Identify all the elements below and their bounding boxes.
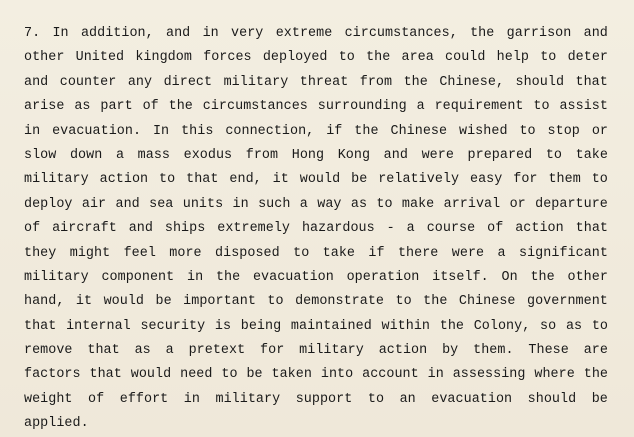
word: departure xyxy=(535,196,608,212)
word: action xyxy=(515,221,564,237)
text-line xyxy=(24,22,608,46)
word: exodus xyxy=(183,147,233,163)
text-line xyxy=(24,95,608,119)
word: them. xyxy=(473,343,514,359)
word: deployed xyxy=(262,50,328,66)
word: more xyxy=(169,245,202,261)
word: in xyxy=(187,269,204,285)
word: direct xyxy=(163,74,213,90)
word: the xyxy=(423,294,448,310)
word: any xyxy=(127,74,153,90)
word: operation xyxy=(346,269,420,285)
word: should xyxy=(527,391,577,407)
word: connection, xyxy=(225,123,315,139)
word: maintained xyxy=(290,318,372,334)
word: kingdom xyxy=(135,50,192,66)
word: - xyxy=(386,221,395,237)
text-line xyxy=(24,412,608,436)
word: in xyxy=(24,123,41,139)
word: for xyxy=(513,172,538,188)
word: of xyxy=(24,221,41,237)
word: it xyxy=(75,294,93,310)
word: from xyxy=(245,147,279,163)
text-line xyxy=(24,144,608,168)
word: military xyxy=(24,269,89,285)
word: Chinese, xyxy=(439,74,505,90)
word: and xyxy=(383,147,408,163)
word: that xyxy=(89,367,122,383)
text-line xyxy=(24,46,608,70)
word: and xyxy=(24,74,49,90)
word: to xyxy=(545,147,563,163)
word: they xyxy=(24,245,57,261)
word: sea xyxy=(149,196,174,212)
word: down xyxy=(69,147,103,163)
word: military xyxy=(299,343,364,359)
text-line xyxy=(24,71,608,95)
word: Colony, xyxy=(473,318,531,334)
word: evacuation. xyxy=(52,123,142,139)
word: to xyxy=(221,367,238,383)
word: to xyxy=(267,294,284,310)
word: On xyxy=(501,269,518,285)
word: would xyxy=(299,172,341,188)
word: a xyxy=(299,196,308,212)
word: prepared xyxy=(467,147,533,163)
word: account xyxy=(362,367,419,383)
word: In xyxy=(52,26,69,41)
word: need xyxy=(180,367,213,383)
word: being xyxy=(240,318,282,334)
word: weight xyxy=(24,391,73,407)
word: applied. xyxy=(24,416,89,432)
word: Chinese xyxy=(390,123,448,139)
text-line xyxy=(24,217,608,241)
word: These xyxy=(528,343,569,359)
word: them xyxy=(548,172,581,188)
word: disposed xyxy=(215,245,280,261)
word: take xyxy=(575,147,608,163)
word: addition, xyxy=(80,26,154,41)
word: if xyxy=(326,123,343,139)
word: action xyxy=(99,172,149,188)
word: to xyxy=(540,50,557,66)
word: in xyxy=(183,391,200,407)
text-line xyxy=(24,339,608,363)
word: requirement xyxy=(434,99,524,115)
word: to xyxy=(519,123,536,139)
word: to xyxy=(591,318,608,334)
word: United xyxy=(75,50,125,66)
word: that xyxy=(24,318,57,334)
word: course xyxy=(426,221,476,237)
word: would xyxy=(103,294,145,310)
word: to xyxy=(338,50,355,66)
word: from xyxy=(359,74,393,90)
word: be xyxy=(155,294,172,310)
word: should xyxy=(515,74,565,90)
word: important xyxy=(183,294,256,310)
word: feel xyxy=(123,245,156,261)
word: to xyxy=(367,391,385,407)
word: might xyxy=(69,245,111,261)
word: security xyxy=(140,318,206,334)
word: Hong xyxy=(291,147,325,163)
word: and xyxy=(128,221,153,237)
word: remove xyxy=(24,343,73,359)
text-line xyxy=(24,242,608,266)
word: extreme xyxy=(275,26,333,41)
word: circumstances, xyxy=(344,26,458,41)
word: an xyxy=(399,391,416,407)
word: of xyxy=(487,221,504,237)
word: garrison xyxy=(506,26,572,41)
word: factors xyxy=(24,367,81,383)
text-line xyxy=(24,193,608,217)
word: or xyxy=(591,123,608,139)
word: are xyxy=(583,343,608,359)
word: be xyxy=(246,367,263,383)
word: hazardous xyxy=(301,221,375,237)
word: area xyxy=(401,50,434,66)
word: were xyxy=(451,245,485,261)
word: military xyxy=(215,391,281,407)
word: arise xyxy=(24,99,65,115)
word: effort xyxy=(119,391,169,407)
word: could xyxy=(445,50,486,66)
text-line xyxy=(24,290,608,314)
text-line xyxy=(24,363,608,387)
word: significant xyxy=(519,245,608,261)
word: as xyxy=(565,318,583,334)
word: a xyxy=(497,245,506,261)
word: units xyxy=(182,196,224,212)
word: be xyxy=(351,172,368,188)
word: 7. xyxy=(24,26,41,41)
word: within xyxy=(381,318,431,334)
word: way xyxy=(317,196,342,212)
paragraph-7 xyxy=(24,22,608,437)
word: Chinese xyxy=(458,294,516,310)
word: pretext xyxy=(188,343,246,359)
word: to xyxy=(159,172,176,188)
word: deploy xyxy=(24,196,73,212)
text-line xyxy=(24,168,608,192)
word: in xyxy=(232,196,249,212)
word: it xyxy=(272,172,289,188)
word: the xyxy=(470,26,495,41)
word: if xyxy=(368,245,385,261)
word: of xyxy=(142,99,159,115)
word: such xyxy=(258,196,291,212)
word: and xyxy=(166,26,191,41)
word: is xyxy=(214,318,232,334)
word: forces xyxy=(203,50,252,66)
word: the xyxy=(403,74,428,90)
word: that xyxy=(575,74,608,90)
word: this xyxy=(181,123,214,139)
word: relatively xyxy=(378,172,460,188)
word: itself. xyxy=(432,269,489,285)
word: surrounding xyxy=(317,99,407,115)
word: as xyxy=(134,343,151,359)
word: demonstrate xyxy=(295,294,385,310)
word: to xyxy=(533,99,550,115)
word: Kong xyxy=(337,147,371,163)
word: taken xyxy=(271,367,312,383)
word: hand, xyxy=(24,294,65,310)
word: wished xyxy=(459,123,508,139)
word: a xyxy=(406,221,415,237)
word: where xyxy=(534,367,575,383)
word: ships xyxy=(164,221,206,237)
word: and xyxy=(583,26,608,41)
word: the xyxy=(530,269,555,285)
word: that xyxy=(87,343,120,359)
word: slow xyxy=(24,147,57,163)
word: circumstances xyxy=(202,99,308,115)
word: to xyxy=(395,294,412,310)
word: a xyxy=(416,99,425,115)
word: a xyxy=(165,343,174,359)
word: by xyxy=(442,343,459,359)
word: a xyxy=(115,147,125,163)
word: stop xyxy=(547,123,580,139)
word: support xyxy=(295,391,353,407)
word: other xyxy=(567,269,608,285)
word: to xyxy=(293,245,310,261)
word: that xyxy=(575,221,608,237)
word: as xyxy=(74,99,91,115)
word: that xyxy=(186,172,219,188)
word: assist xyxy=(559,99,608,115)
word: action xyxy=(378,343,428,359)
word: the xyxy=(215,269,241,285)
word: end, xyxy=(229,172,262,188)
word: to xyxy=(376,196,393,212)
word: the xyxy=(439,318,464,334)
word: mass xyxy=(137,147,170,163)
word: would xyxy=(130,367,172,383)
word: help xyxy=(496,50,530,66)
word: of xyxy=(88,391,105,407)
text-line xyxy=(24,315,608,339)
word: arrival xyxy=(443,196,501,212)
word: counter xyxy=(59,74,117,90)
word: for xyxy=(260,343,285,359)
text-line xyxy=(24,266,608,290)
word: take xyxy=(322,245,356,261)
word: to xyxy=(591,172,608,188)
word: evacuation xyxy=(431,391,513,407)
word: other xyxy=(24,50,65,66)
word: extremely xyxy=(217,221,291,237)
word: and xyxy=(115,196,140,212)
word: component xyxy=(101,269,175,285)
word: In xyxy=(152,123,170,139)
word: part xyxy=(100,99,133,115)
word: as xyxy=(350,196,368,212)
word: government xyxy=(527,294,608,310)
word: air xyxy=(81,196,107,212)
word: very xyxy=(231,26,264,41)
word: military xyxy=(223,74,289,90)
word: in xyxy=(427,367,444,383)
word: there xyxy=(397,245,439,261)
word: deter xyxy=(567,50,608,66)
word: in xyxy=(202,26,219,41)
word: be xyxy=(591,391,608,407)
word: into xyxy=(320,367,354,383)
word: military xyxy=(24,172,89,188)
word: evacuation xyxy=(252,269,334,285)
text-line xyxy=(24,120,608,144)
word: assessing xyxy=(452,367,526,383)
word: aircraft xyxy=(52,221,117,237)
word: threat xyxy=(299,74,349,90)
word: the xyxy=(583,367,608,383)
word: the xyxy=(354,123,379,139)
text-line xyxy=(24,388,608,412)
word: easy xyxy=(470,172,503,188)
word: the xyxy=(168,99,193,115)
word: so xyxy=(540,318,557,334)
word: the xyxy=(366,50,391,66)
word: or xyxy=(509,196,526,212)
word: internal xyxy=(66,318,131,334)
word: were xyxy=(421,147,454,163)
word: make xyxy=(401,196,435,212)
